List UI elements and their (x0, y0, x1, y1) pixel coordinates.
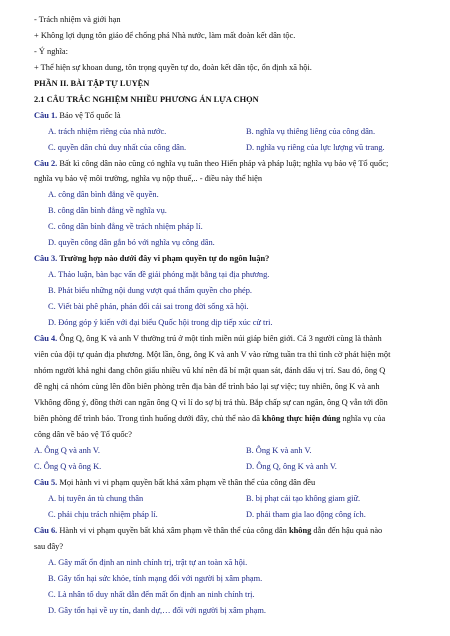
question-text-cont: nghĩa vụ bảo vệ môi trường, nghĩa vụ nộp thuế,.. - điều này thể hiện (34, 174, 263, 183)
question-label: Câu 1. (34, 111, 58, 120)
part-heading: PHẦN II. BÀI TẬP TỰ LUYỆN (34, 79, 150, 88)
question-6 (34, 525, 420, 536)
question-text: Trường hợp nào dưới đây vi phạm quyền tự do ngôn luận? (57, 254, 270, 263)
option-c: C. Viết bài phê phán, phản đối cái sai trong đời sống xã hội. (48, 302, 249, 311)
question-label: Câu 6. (34, 526, 58, 535)
option-a: A. Ông Q và anh V. (34, 446, 100, 455)
question-label: Câu 4. (34, 334, 58, 343)
option-c: C. Là nhân tố duy nhất dẫn đến mất ổn định an ninh chính trị. (48, 590, 255, 599)
question-2 (34, 158, 420, 169)
question-4 (34, 333, 420, 344)
question-text: Bất kì công dân nào cũng có nghĩa vụ tuân theo Hiến pháp và pháp luật; nghĩa vụ bảo vệ Tổ quốc; (57, 159, 389, 168)
text-span: biên phòng để trình báo. Trong tình huống dưới đây, chủ thể nào đã (34, 414, 263, 423)
option-c: C. quyền dân chủ duy nhất của công dân. (48, 143, 187, 152)
text-span: dẫn đến hậu quả nào (311, 526, 383, 535)
emphasis-text: không (288, 526, 312, 535)
option-b: B. Ông K và anh V. (246, 446, 312, 455)
text-line: + Không lợi dụng tôn giáo để chống phá Nhà nước, làm mất đoàn kết dân tộc. (34, 31, 296, 40)
text-line: - Ý nghĩa: (34, 47, 68, 56)
option-a: A. Gây mất ổn định an ninh chính trị, trật tự an toàn xã hội. (48, 558, 248, 567)
option-b: B. nghĩa vụ thiêng liêng của công dân. (246, 127, 376, 136)
option-b: B. bị phạt cải tạo không giam giữ. (246, 494, 361, 503)
option-d: D. Đóng góp ý kiến với đại biểu Quốc hội trong dịp tiếp xúc cử tri. (48, 318, 273, 327)
option-d: D. nghĩa vụ riêng của lực lượng vũ trang. (246, 143, 385, 152)
question-text-cont: đề nghị cả nhóm cùng lên đồn biên phòng trên địa bàn để trình báo lại sự việc; tuy nhiên, ông K và anh (34, 382, 380, 391)
option-b: B. công dân bình đẳng về nghĩa vụ. (48, 206, 167, 215)
option-c: C. Ông Q và ông K. (34, 462, 102, 471)
question-text-cont: sau đây? (34, 542, 64, 551)
option-d: D. Gây tổn hại về uy tín, danh dự,… đối với người bị xâm phạm. (48, 606, 266, 615)
question-text: Bảo vệ Tổ quốc là (57, 111, 121, 120)
option-d: D. quyền công dân gắn bó với nghĩa vụ công dân. (48, 238, 215, 247)
option-a: A. Thảo luận, bàn bạc vấn đề giải phóng mặt bằng tại địa phương. (48, 270, 270, 279)
question-text: Hành vi vi phạm quyền bất khả xâm phạm về thân thể của công dân (57, 526, 289, 535)
question-1 (34, 110, 420, 121)
question-label: Câu 5. (34, 478, 58, 487)
option-d: D. phải tham gia lao động công ích. (246, 510, 366, 519)
option-b: B. Phát biểu những nội dung vượt quá thẩm quyền cho phép. (48, 286, 253, 295)
question-text-cont (34, 413, 420, 424)
text-line: + Thể hiện sự khoan dung, tôn trọng quyền tự do, đoàn kết dân tộc, ổn định xã hội. (34, 63, 312, 72)
section-heading: 2.1 CÂU TRẮC NGHIỆM NHIỀU PHƯƠNG ÁN LỰA CHỌN (34, 95, 259, 104)
option-c: C. phải chịu trách nhiệm pháp lí. (48, 510, 158, 519)
option-a: A. công dân bình đẳng về quyền. (48, 190, 159, 199)
question-3 (34, 253, 420, 264)
question-text-cont: Vkhông đồng ý, đồng thời can ngăn ông Q vì lí do sợ bị trả thù. Bắp chấp sự can ngăn, ông Q vẫn tới đồn (34, 398, 388, 407)
option-a: A. trách nhiệm riêng của nhà nước. (48, 127, 167, 136)
question-5 (34, 477, 420, 488)
question-text: Mọi hành vi vi phạm quyền bất khả xâm phạm về thân thể của công dân đều (57, 478, 316, 487)
text-line: - Trách nhiệm và giới hạn (34, 15, 121, 24)
option-b: B. Gây tổn hại sức khỏe, tính mạng đối với người bị xâm phạm. (48, 574, 263, 583)
emphasis-text: không thực hiện đúng (262, 414, 341, 423)
option-d: D. Ông Q, ông K và anh V. (246, 462, 337, 471)
question-text: Ông Q, ông K và anh V thường trú ở một tỉnh miền núi giáp biên giới. Cả 3 người cùng là thành (57, 334, 382, 343)
question-text-cont: viên của đội tự quản địa phương. Một lần, ông, ông K và anh V vào rừng tuần tra thì tình cờ phát hiện một (34, 350, 391, 359)
question-text-cont: nhóm người khả nghi đang chôn giấu nhiều vũ khí nên đã bí mật quan sát, đánh dấu vị trí. Sau đó, ông Q (34, 366, 386, 375)
option-a: A. bị tuyên án tù chung thân (48, 494, 144, 503)
text-span: nghĩa vụ của (340, 414, 386, 423)
option-c: C. công dân bình đẳng về trách nhiệm pháp lí. (48, 222, 203, 231)
question-label: Câu 3. (34, 254, 58, 263)
question-label: Câu 2. (34, 159, 58, 168)
question-text-cont: công dân về bảo vệ Tổ quốc? (34, 430, 132, 439)
